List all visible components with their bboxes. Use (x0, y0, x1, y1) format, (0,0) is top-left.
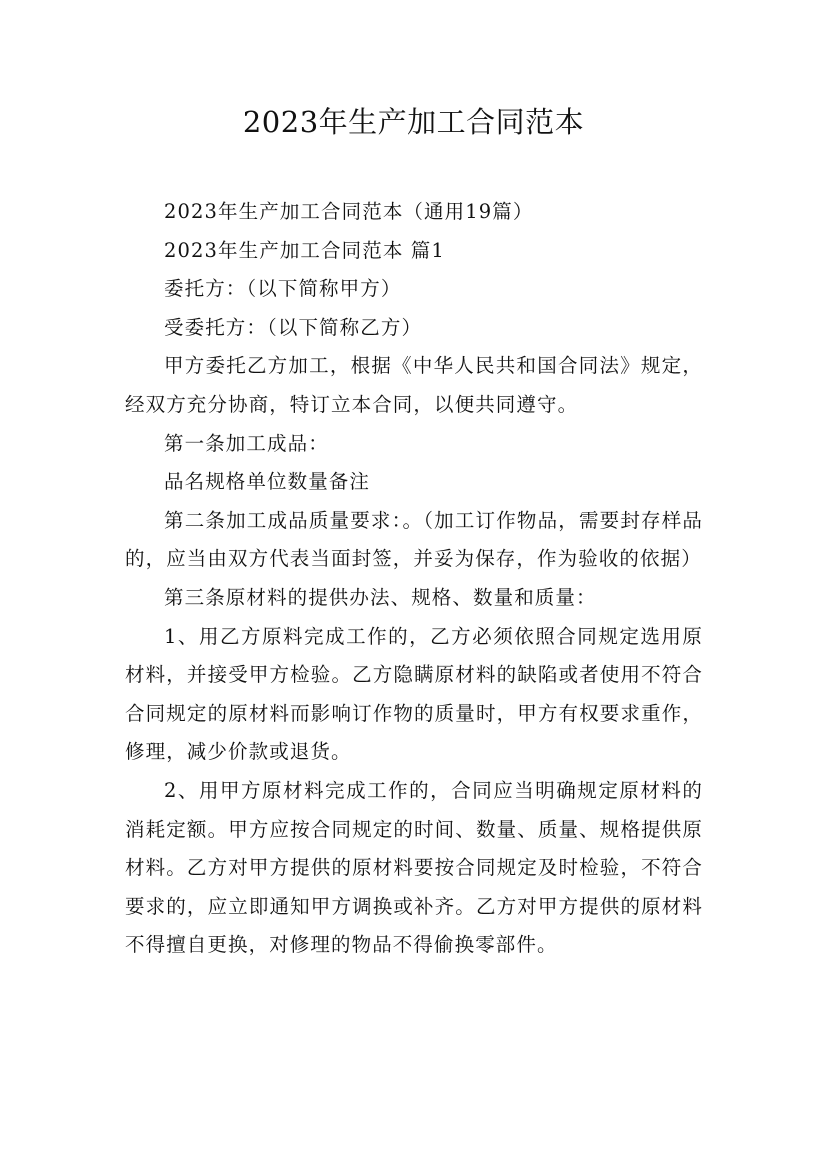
document-title: 2023年生产加工合同范本 (242, 105, 585, 139)
paragraph-article-3-clause-1: 1、用乙方原料完成工作的，乙方必须依照合同规定选用原材料，并接受甲方检验。乙方隐瞒原材料的缺陷或者使用不符合合同规定的原材料而影响订作物的质量时，甲方有权要求重作，修理，减少价款或退货。 (125, 624, 703, 764)
paragraph-part-heading: 2023年生产加工合同范本 篇1 (164, 238, 445, 262)
paragraph-article-3-clause-2: 2、用甲方原材料完成工作的，合同应当明确规定原材料的消耗定额。甲方应按合同规定的时间、数量、质量、规格提供原材料。乙方对甲方提供的原材料要按合同规定及时检验，不符合要求的，应立即通知甲方调换或补齐。乙方对甲方提供的原材料不得擅自更换，对修理的物品不得偷换零部件。 (125, 778, 703, 957)
paragraph-collection-title: 2023年生产加工合同范本（通用19篇） (164, 200, 534, 223)
paragraph-article-3-heading: 第三条原材料的提供办法、规格、数量和质量： (164, 585, 597, 609)
paragraph-contractor-party: 受委托方：（以下简称乙方） (164, 315, 423, 339)
paragraph-product-columns: 品名规格单位数量备注 (164, 470, 371, 494)
paragraph-article-1-heading: 第一条加工成品： (164, 431, 329, 455)
paragraph-preamble: 甲方委托乙方加工，根据《中华人民共和国合同法》规定，经双方充分协商，特订立本合同，以便共同遵守。 (125, 354, 703, 416)
document-body (125, 193, 703, 965)
paragraph-article-2: 第二条加工成品质量要求：。（加工订作物品，需要封存样品的，应当由双方代表当面封签，并妥为保存，作为验收的依据） (125, 508, 703, 571)
paragraph-client-party: 委托方：（以下简称甲方） (164, 277, 402, 301)
